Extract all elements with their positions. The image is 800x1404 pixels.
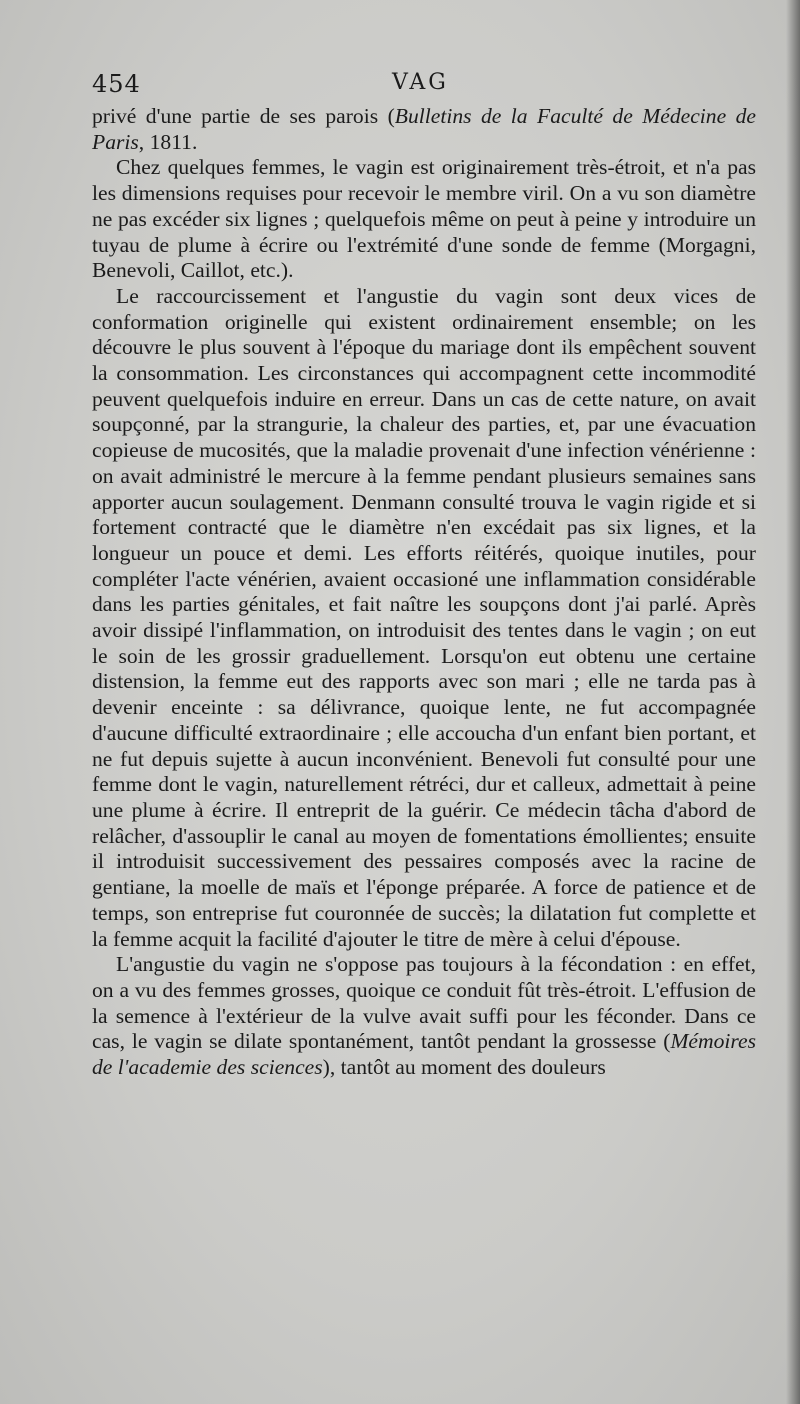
text-run: L'angustie du vagin ne s'oppose pas toujours à la fécondation : en effet, on a vu des femmes grosses, quoique ce conduit fût très-étroit. L'effusion de la semence à l'extérieur de la vulve avait suffi pour les féconder. Dans ce cas, le vagin se dilate spontanément, tantôt pendant la grossesse (: [92, 952, 756, 1054]
text-run: ), tantôt au moment des douleurs: [322, 1055, 606, 1080]
body-text: [92, 104, 756, 1081]
running-head: VAG: [392, 70, 449, 95]
page-number: 454: [92, 70, 141, 98]
text-run: privé d'une partie de ses parois (: [92, 104, 395, 128]
text-run: , 1811.: [138, 129, 198, 154]
page-spine-shadow: [786, 0, 800, 1404]
paragraph-continuation: [92, 104, 756, 155]
paragraph: Le raccourcissement et l'angustie du vagin sont deux vices de conformation originelle qui existent ordinairement ensemble; on les découvre le plus souvent à l'époque du mariage dont ils empêchent souvent la consommation. Les circonstances qui accompagnent cette incommodité peuvent quelquefois induire en erreur. Dans un cas de cette nature, on avait soupçonné, par la strangurie, la chaleur des parties, et, par une évacuation copieuse de mucosités, que la maladie provenait d'une infection vénérienne : on avait administré le mercure à la femme pendant plusieurs semaines sans apporter aucun soulagement. Denmann consulté trouva le vagin rigide et si fortement contracté que le diamètre n'en excédait pas six lignes, et la longueur un pouce et demi. Les efforts réitérés, quoique inutiles, pour compléter l'acte vénérien, avaient occasioné une inflammation considérable dans les parties génitales, et fait naître les soupçons dont j'ai parlé. Après avoir dissipé l'inflammation, on introduisit des tentes dans le vagin ; on eut le soin de les grossir graduellement. Lorsqu'on eut obtenu une certaine distension, la femme eut des rapports avec son mari ; elle ne tarda pas à devenir enceinte : sa délivrance, quoique lente, ne fut accompagnée d'aucune difficulté extraordinaire ; elle accoucha d'un enfant bien portant, et ne fut depuis sujette à aucun inconvénient. Benevoli fut consulté pour une femme dont le vagin, naturellement rétréci, dur et calleux, admettait à peine une plume à écrire. Il entreprit de la guérir. Ce médecin tâcha d'abord de relâcher, d'assouplir le canal au moyen de fomentations émollientes; ensuite il introduisit successivement des pessaires composés avec la racine de gentiane, la moelle de maïs et l'éponge préparée. A force de patience et de temps, son entreprise fut couronnée de succès; la dilatation fut complette et la femme acquit la facilité d'ajouter le titre de mère à celui d'épouse.: [92, 283, 756, 951]
paragraph: Chez quelques femmes, le vagin est originairement très-étroit, et n'a pas les dimensions requises pour recevoir le membre viril. On a vu son diamètre ne pas excéder six lignes ; quelquefois même on peut à peine y introduire un tuyau de plume à écrire ou l'extrémité d'une sonde de femme (Morgagni, Benevoli, Caillot, etc.).: [92, 155, 756, 283]
paragraph: [92, 952, 756, 1081]
citation-italic: Bulletins de la Faculté de Médecine de Paris: [92, 104, 756, 154]
page-header: [92, 70, 747, 102]
citation-italic: Mémoires de l'academie des sciences: [92, 1029, 756, 1080]
